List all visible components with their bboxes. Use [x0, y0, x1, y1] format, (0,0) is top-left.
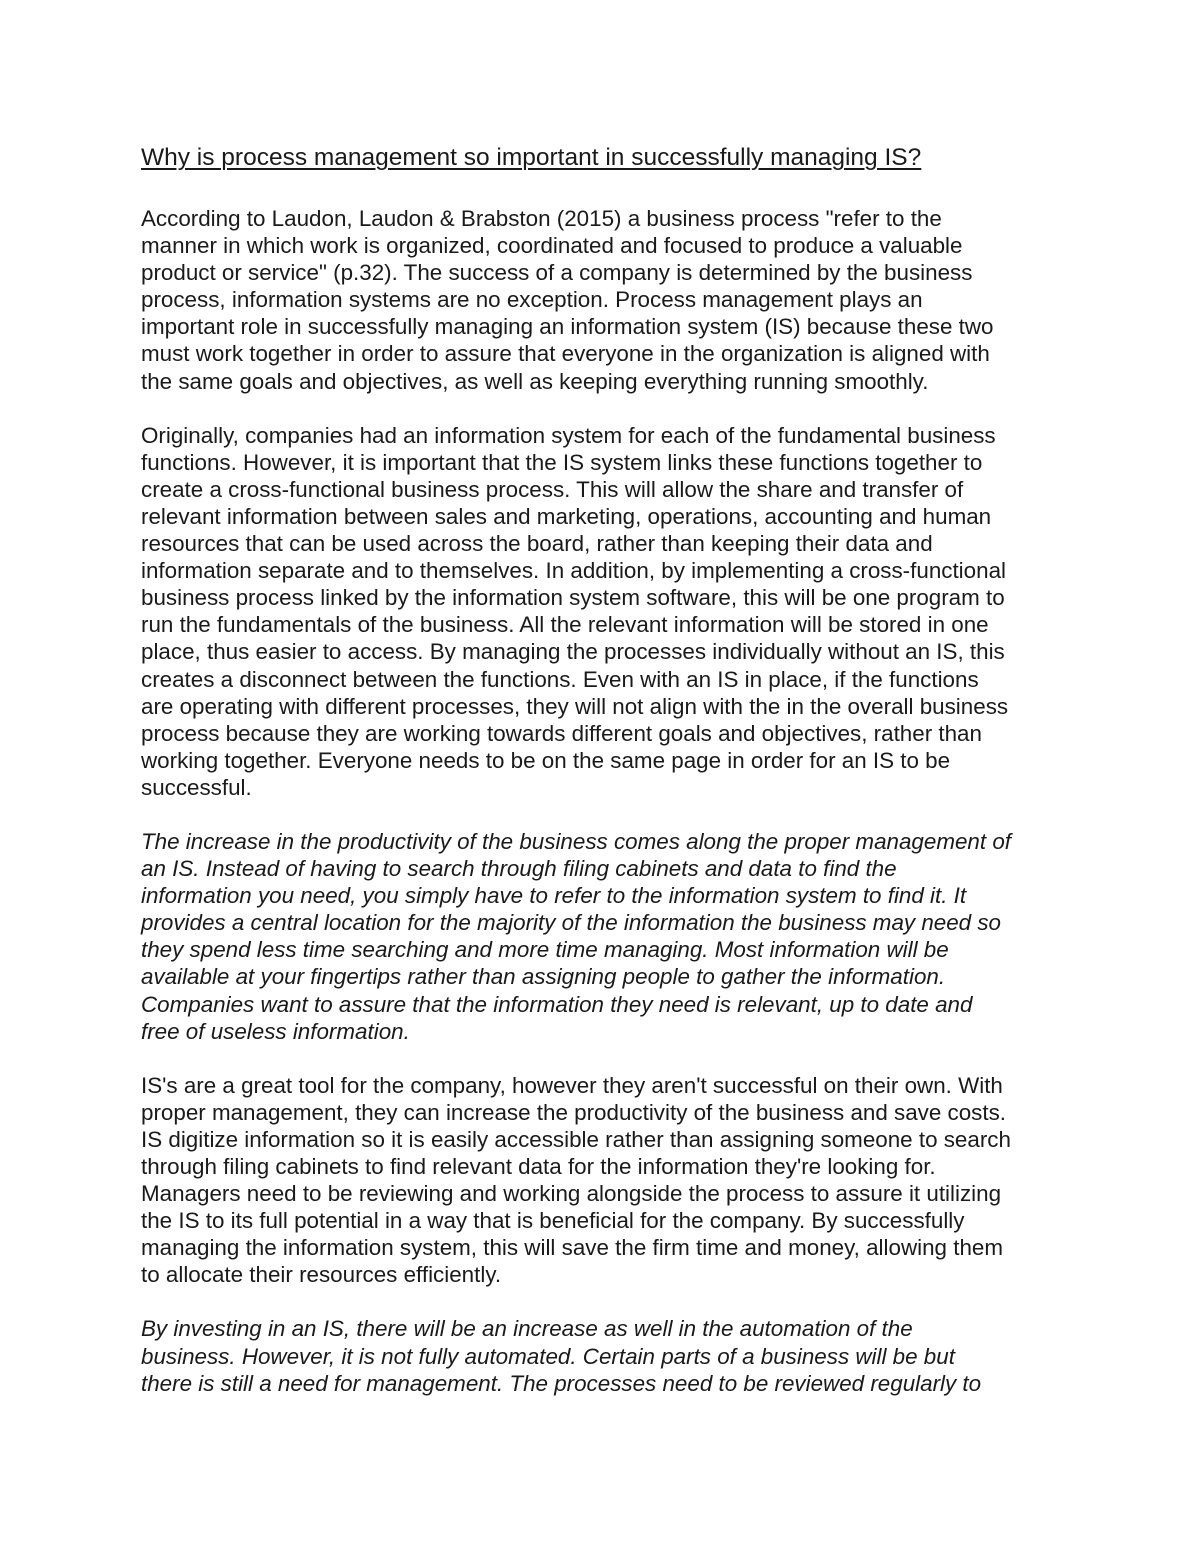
paragraph-line: information separate and to themselves. In addition, by implementing a cross-functional: [141, 558, 1006, 584]
paragraph-line: Originally, companies had an information system for each of the fundamental business: [141, 422, 996, 448]
paragraph-4: [141, 1072, 1071, 1289]
paragraph-line: run the fundamentals of the business. All the relevant information will be stored in one: [141, 612, 989, 638]
paragraph-line: they spend less time searching and more time managing. Most information will be: [141, 937, 949, 963]
page-title: Why is process management so important in successfully managing IS?: [141, 144, 922, 171]
paragraph-list: [141, 205, 1071, 1397]
paragraph-5: [141, 1315, 1071, 1396]
paragraph-line: provides a central location for the majority of the information the business may need so: [141, 910, 1002, 936]
paragraph-line: important role in successfully managing an information system (IS) because these two: [141, 314, 994, 340]
paragraph-line: IS digitize information so it is easily accessible rather than assigning someone to search: [141, 1126, 1011, 1152]
paragraph-line: process, information systems are no exception. Process management plays an: [141, 287, 923, 313]
paragraph-line: manner in which work is organized, coordinated and focused to produce a valuable: [141, 233, 963, 259]
paragraph-line: Companies want to assure that the information they need is relevant, up to date and: [141, 991, 973, 1017]
paragraph-line: place, thus easier to access. By managing the processes individually without an IS, this: [141, 639, 1005, 665]
paragraph-line: create a cross-functional business process. This will allow the share and transfer of: [141, 476, 964, 502]
paragraph-2: [141, 422, 1071, 801]
paragraph-line: an IS. Instead of having to search through filing cabinets and data to find the: [141, 856, 897, 882]
paragraph-line: working together. Everyone needs to be on the same page in order for an IS to be: [141, 747, 951, 773]
paragraph-line: managing the information system, this will save the firm time and money, allowing them: [141, 1235, 1003, 1261]
paragraph-line: By investing in an IS, there will be an increase as well in the automation of the: [141, 1316, 913, 1342]
paragraph-line: must work together in order to assure that everyone in the organization is aligned with: [141, 341, 990, 367]
paragraph-line: the IS to its full potential in a way that is beneficial for the company. By successfully: [141, 1208, 965, 1234]
paragraph-line: through filing cabinets to find relevant data for the information they're looking for.: [141, 1154, 936, 1179]
paragraph-line: are operating with different processes, they will not align with the in the overall business: [141, 693, 1009, 719]
document-body: [141, 141, 1071, 1424]
paragraph-line: resources that can be used across the board, rather than keeping their data and: [141, 531, 933, 557]
paragraph-3: [141, 828, 1071, 1045]
paragraph-line: According to Laudon, Laudon & Brabston (2015) a business process "refer to the: [141, 206, 942, 231]
paragraph-1: [141, 205, 1071, 395]
paragraph-line: successful.: [141, 774, 252, 800]
paragraph-line: process because they are working towards different goals and objectives, rather than: [141, 720, 982, 746]
paragraph-line: business process linked by the information system software, this will be one program to: [141, 585, 1005, 611]
paragraph-line: available at your fingertips rather than assigning people to gather the information.: [141, 964, 946, 990]
paragraph-line: IS's are a great tool for the company, however they aren't successful on their own. With: [141, 1072, 1003, 1098]
paragraph-line: the same goals and objectives, as well as keeping everything running smoothly.: [141, 368, 929, 394]
paragraph-line: business. However, it is not fully automated. Certain parts of a business will be but: [141, 1343, 955, 1369]
paragraph-line: product or service" (p.32). The success of a company is determined by the business: [141, 260, 973, 286]
paragraph-line: The increase in the productivity of the business comes along the proper management of: [141, 828, 1011, 854]
paragraph-line: proper management, they can increase the productivity of the business and save costs.: [141, 1099, 1007, 1125]
paragraph-line: relevant information between sales and marketing, operations, accounting and human: [141, 503, 992, 529]
paragraph-line: Managers need to be reviewing and working alongside the process to assure it utilizing: [141, 1181, 1002, 1207]
paragraph-line: to allocate their resources efficiently.: [141, 1262, 502, 1288]
paragraph-line: creates a disconnect between the functions. Even with an IS in place, if the functions: [141, 666, 979, 692]
paragraph-line: there is still a need for management. The processes need to be reviewed regularly to: [141, 1370, 982, 1396]
paragraph-line: free of useless information.: [141, 1018, 410, 1044]
paragraph-line: functions. However, it is important that the IS system links these functions together to: [141, 449, 983, 475]
paragraph-line: information you need, you simply have to refer to the information system to find it. It: [141, 883, 967, 909]
